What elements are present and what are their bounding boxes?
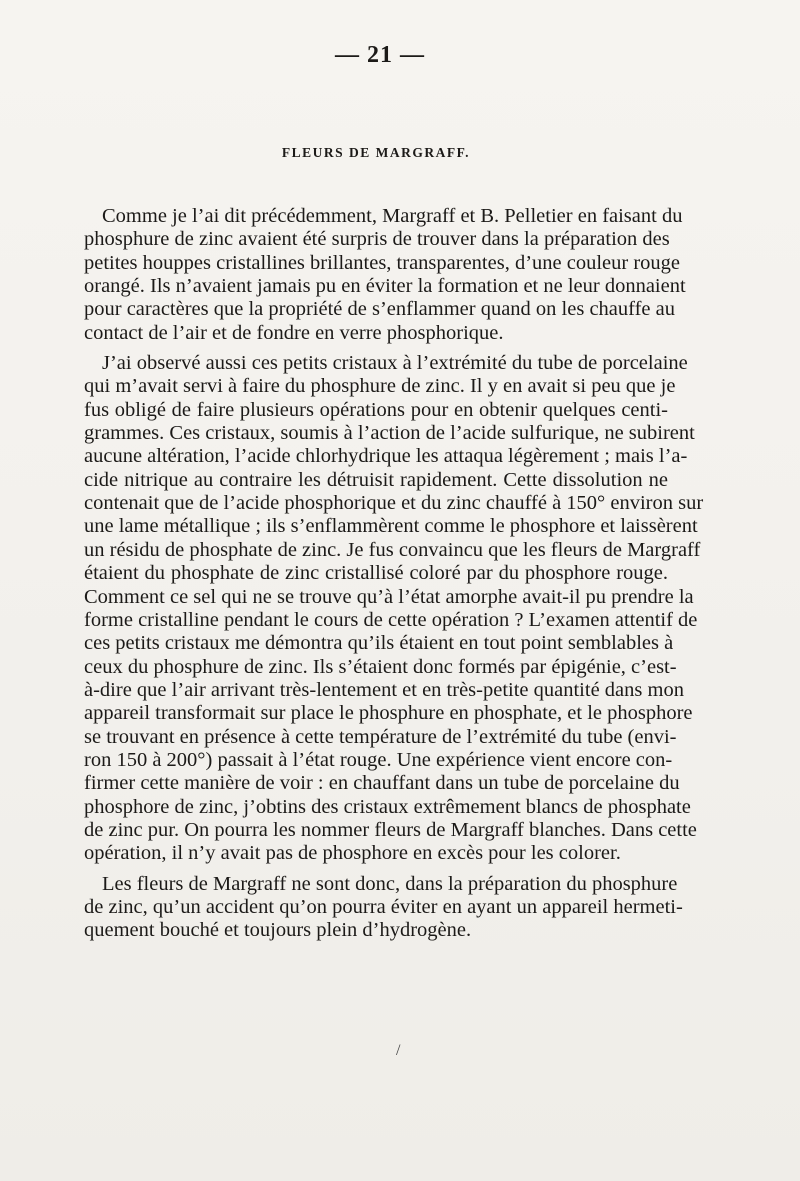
text-line: une lame métallique ; ils s’enflammèrent comme le phosphore et laissèrent (84, 515, 698, 538)
stray-mark: / (396, 1042, 401, 1059)
text-line: Les fleurs de Margraff ne sont donc, dans la préparation du phosphure (102, 872, 678, 895)
text-line: opération, il n’y avait pas de phosphore en excès pour les colorer. (84, 842, 621, 865)
text-line: Comme je l’ai dit précédemment, Margraff et B. Pelletier en faisant du (102, 205, 683, 227)
text-line: étaient du phosphate de zinc cristallisé coloré par du phosphore rouge. (84, 562, 668, 585)
text-line: quement bouché et toujours plein d’hydrogène. (84, 919, 472, 942)
text-line: grammes. Ces cristaux, soumis à l’action de l’acide sulfurique, ne subirent (84, 422, 695, 445)
text-line: forme cristalline pendant le cours de cette opération ? L’examen attentif de (84, 608, 698, 631)
paragraph-3 (84, 872, 683, 943)
text-line: Comment ce sel qui ne se trouve qu’à l’état amorphe avait-il pu prendre la (84, 585, 694, 608)
section-title: FLEURS DE MARGRAFF. (281, 145, 471, 160)
text-line: ces petits cristaux me démontra qu’ils étaient en tout point semblables à (84, 632, 674, 655)
paragraph-1 (84, 205, 686, 345)
text-line: firmer cette manière de voir : en chauffant dans un tube de porcelaine du (84, 772, 680, 795)
text-line: J’ai observé aussi ces petits cristaux à l’extrémité du tube de porcelaine (102, 352, 688, 375)
body-text (84, 205, 704, 943)
text-line: de zinc, qu’un accident qu’on pourra éviter en ayant un appareil hermeti- (84, 895, 683, 918)
show-through-text (90, 88, 730, 112)
text-line: cide nitrique au contraire les détruisit rapidement. Cette dissolution ne (84, 468, 668, 491)
text-line: orangé. Ils n’avaient jamais pu en éviter la formation et ne leur donnaient (84, 275, 686, 298)
text-line: de zinc pur. On pourra les nommer fleurs de Margraff blanches. Dans cette (84, 818, 697, 841)
text-line: pour caractères que la propriété de s’enflammer quand on les chauffe au (84, 298, 675, 321)
page-number: — 21 — (335, 42, 425, 68)
text-line: aucune altération, l’acide chlorhydrique les attaqua légèrement ; mais l’a- (84, 445, 688, 468)
text-line: fus obligé de faire plusieurs opérations pour en obtenir quelques centi- (84, 398, 668, 421)
paragraph-2 (84, 352, 704, 866)
text-line: petites houppes cristallines brillantes, transparentes, d’une couleur rouge (84, 251, 681, 274)
text-line: contact de l’air et de fondre en verre phosphorique. (84, 321, 504, 344)
text-line: se trouvant en présence à cette température de l’extrémité du tube (envi- (84, 725, 677, 748)
text-line: à-dire que l’air arrivant très-lentement et en très-petite quantité dans mon (84, 678, 684, 701)
text-line: contenait que de l’acide phosphorique et du zinc chauffé à 150° environ sur (84, 492, 704, 515)
text-line: un résidu de phosphate de zinc. Je fus convaincu que les fleurs de Margraff (84, 538, 701, 561)
text-line: ceux du phosphure de zinc. Ils s’étaient donc formés par épigénie, c’est- (84, 655, 677, 678)
text-line: phosphure de zinc avaient été surpris de trouver dans la préparation des (84, 228, 670, 251)
text-line: phosphore de zinc, j’obtins des cristaux extrêmement blancs de phosphate (84, 795, 691, 818)
text-line: qui m’avait servi à faire du phosphure de zinc. Il y en avait si peu que je (84, 375, 676, 398)
text-line: appareil transformait sur place le phosphure en phosphate, et le phosphore (84, 702, 693, 725)
text-line: ron 150 à 200°) passait à l’état rouge. Une expérience vient encore con- (84, 748, 673, 771)
